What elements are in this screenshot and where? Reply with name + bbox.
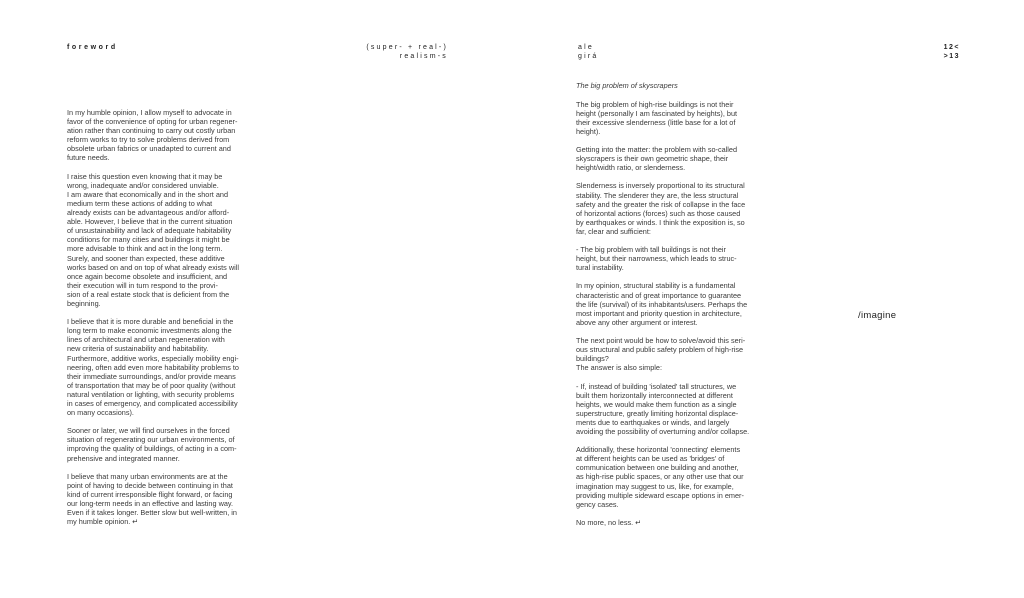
page-numbers <box>936 43 960 61</box>
section-title: foreword <box>67 44 118 51</box>
author-name <box>578 43 598 61</box>
right-paragraph-3: Slenderness is inversely proportional to its structural stability. The slenderer they are, the less structural safety and the greater the risk of collapse in the face of horizontal actions (forces) such as those caused by earthquakes or winds. I think the exposition is, so far, clear and sufficient: <box>576 181 746 236</box>
series-title-line-2: realism-s <box>399 53 448 60</box>
series-title-line-1: (super- + real-) <box>366 44 448 51</box>
left-paragraph-4: Sooner or later, we will find ourselves in the forced situation of regenerating our urban environments, of improving the quality of buildings, of acting in a com- prehensive and integrated manner. <box>67 426 237 463</box>
author-name-line-2: girá <box>578 53 599 60</box>
left-paragraph-5: I believe that many urban environments are at the point of having to decide between continuing in that kind of current irresponsible flight forward, or facing our long-term needs in an effective and lasting way. Even if it takes longer. Better slow but well-written, in my humble opinion. ↵ <box>67 471 237 527</box>
right-paragraph-8: Additionally, these horizontal 'connecting' elements at different heights can be used as 'bridges' of communication between one building and another, as high-rise public spaces, or any other use that our imagination may suggest to us, like, for example, providing multiple sideward escape options in emer- gency cases. <box>576 445 744 509</box>
page-number-right: >13 <box>943 53 960 60</box>
page-number-left: 12< <box>943 44 960 51</box>
right-paragraph-2: Getting into the matter: the problem with so-called skyscrapers is their own geometric shape, their height/width ratio, or slenderness. <box>576 145 738 173</box>
left-paragraph-2: I raise this question even knowing that it may be wrong, inadequate and/or considered unviable. I am aware that economically and in the short and medium term these actions of adding to what already exists can be advantageous and/or afford- able. However, I believe that in the current situation of unsustainability and lack of adequate habitability conditions for many cities and buildings it might be more advisable to think and act in the long term. Surely, and sooner than expected, these additive works based on and on top of what already exists will once again become obsolete and insufficient, and their execution will in turn respond to the provi- sion of a real estate stock that is deficient from the beginning. <box>67 171 239 308</box>
author-name-line-1: ale <box>578 44 594 51</box>
right-paragraph-1: The big problem of high-rise buildings is not their height (personally I am fascinated by heights), but their excessive slenderness (little base for a lot of height). <box>576 99 738 136</box>
right-text-column <box>576 81 776 536</box>
left-paragraph-1: In my humble opinion, I allow myself to advocate in favor of the convenience of opting for urban regener- ation rather than continuing to carry out costly urban reform works to try to solve problems derived from obsolete urban fabrics or unadapted to current and future needs. <box>67 108 238 163</box>
right-paragraph-5: In my opinion, structural stability is a fundamental characteristic and of great importance to guarantee the life (survival) of its inhabitants/users. Perhaps the most important and priority question in architecture, above any other argument or interest. <box>576 281 748 327</box>
right-paragraph-4: - The big problem with tall buildings is not their height, but their narrowness, which leads to struc- tural instability. <box>576 245 737 273</box>
right-paragraph-6: The next point would be how to solve/avoid this seri- ous structural and public safety problem of high-rise buildings? The answer is also simple: <box>576 336 746 373</box>
right-paragraph-9: No more, no less. ↵ <box>576 517 642 527</box>
right-paragraph-7: - If, instead of building 'isolated' tall structures, we built them horizontally interconnected at different heights, we would make them function as a single superstructure, greatly limiting horizontal displace- ments due to earthquakes or winds, and largely avoiding the possibility of overturning and/or collapse. <box>576 381 750 436</box>
margin-note-imagine: /imagine <box>858 310 897 321</box>
left-text-column <box>67 108 267 535</box>
series-title <box>362 43 448 61</box>
article-subtitle: The big problem of skyscrapers <box>576 81 678 90</box>
left-paragraph-3: I believe that it is more durable and beneficial in the long term to make economic investments along the lines of architectural and urban regeneration with new criteria of sustainability and habitability. Furthermore, additive works, especially mobility engi- neering, often add even more habitability problems to their immediate surroundings, and/or provide means of transportation that may be of poor quality (without natural ventilation or lighting, with security problems in cases of emergency, and complicated accessibility on many occasions). <box>67 317 239 418</box>
